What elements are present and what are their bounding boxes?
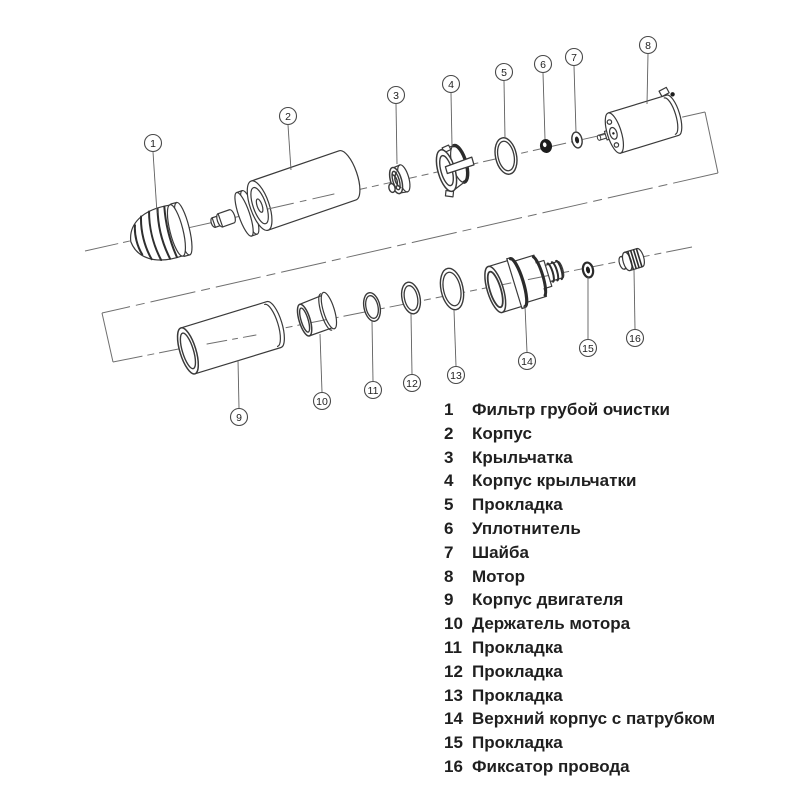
callout-16 [627,330,644,347]
part-10-motor-holder-drawing [293,291,340,339]
callout-12 [404,375,421,392]
part-number: 12 [444,661,463,681]
callout-3-number: 3 [393,90,399,102]
part-2-housing-drawing [209,148,365,238]
part-label: Прокладка [472,733,563,753]
parts-list [444,398,784,779]
part-11-oring-drawing [361,291,383,323]
callout-6-number: 6 [540,59,546,71]
part-label: Прокладка [472,685,563,705]
callout-7-number: 7 [571,52,577,64]
callout-8 [640,37,657,54]
part-label: Мотор [472,566,525,586]
callout-6 [535,56,552,73]
part-label: Крыльчатка [472,447,573,467]
parts-list-row [444,636,784,660]
callout-3 [388,87,405,104]
callout-10-number: 10 [316,396,328,408]
part-number: 2 [444,423,454,443]
callout-11 [365,382,382,399]
callout-2 [280,108,297,125]
part-number: 7 [444,542,454,562]
part-number: 6 [444,518,454,538]
parts-list-row [444,707,784,731]
parts-list-row [444,517,784,541]
callout-11-number: 11 [367,385,379,397]
part-number: 3 [444,447,454,467]
callout-13 [448,367,465,384]
part-number: 11 [444,637,462,657]
part-label: Корпус двигателя [472,590,624,610]
callout-5-number: 5 [501,67,507,79]
parts-list-row [444,684,784,708]
part-16-wire-fixator-drawing [617,247,646,272]
part-label: Фиксатор провода [472,756,630,776]
part-3-impeller-drawing [384,164,413,197]
parts-list-row [444,446,784,470]
callout-4 [443,76,460,93]
callout-4-number: 4 [448,79,454,91]
part-12-oring-drawing [399,280,423,315]
callout-8-number: 8 [645,40,651,52]
parts-list-row [444,469,784,493]
parts-list-row [444,612,784,636]
part-7-washer-drawing [570,131,583,149]
part-label: Корпус крыльчатки [472,471,637,491]
parts-list-row [444,660,784,684]
axis-jog-left [102,313,113,362]
part-label: Прокладка [472,661,563,681]
part-label: Фильтр грубой очистки [472,400,670,419]
part-15-gasket-drawing [582,262,595,279]
parts-list-row [444,422,784,446]
parts-list-row [444,398,784,422]
part-label: Прокладка [472,495,563,515]
callout-15 [580,340,597,357]
part-number: 9 [444,590,454,610]
part-1-filter-drawing [124,201,195,268]
part-number: 1 [444,400,454,419]
callout-1-number: 1 [150,138,156,150]
part-number: 16 [444,756,463,776]
part-8-motor-drawing [589,86,686,159]
part-label: Держатель мотора [472,614,631,634]
part-number: 5 [444,495,454,515]
parts-list-row [444,755,784,779]
part-number: 15 [444,733,463,753]
callout-5 [496,64,513,81]
part-14-upper-body-drawing [480,244,570,317]
part-label: Шайба [472,542,529,562]
part-13-oring-drawing [437,266,467,312]
part-5-gasket-drawing [492,136,520,177]
part-number: 4 [444,471,454,491]
callout-12-number: 12 [406,378,418,390]
callout-1 [145,135,162,152]
parts-list-row [444,731,784,755]
parts-list-row [444,493,784,517]
callout-14-number: 14 [521,356,533,368]
part-9-motor-housing-drawing [173,299,288,376]
callout-9-number: 9 [236,412,242,424]
parts-list-row [444,588,784,612]
callout-2-number: 2 [285,111,291,123]
part-4-impeller-housing-drawing [432,140,481,199]
callout-13-number: 13 [450,370,462,382]
part-label: Уплотнитель [472,518,581,538]
callout-15-number: 15 [582,343,594,355]
callout-14 [519,353,536,370]
axis-jog-right [705,112,718,173]
callout-9 [231,409,248,426]
callout-16-number: 16 [629,333,641,345]
parts-list-row [444,541,784,565]
part-label: Верхний корпус с патрубком [472,709,716,729]
callout-10 [314,393,331,410]
part-number: 13 [444,685,463,705]
part-label: Корпус [472,423,532,443]
part-number: 8 [444,566,454,586]
parts-list-row [444,565,784,589]
part-number: 10 [444,614,463,634]
part-number: 14 [444,709,463,729]
part-label: Прокладка [472,637,563,657]
part-6-seal-drawing [539,138,554,154]
callouts [145,37,657,426]
callout-7 [566,49,583,66]
